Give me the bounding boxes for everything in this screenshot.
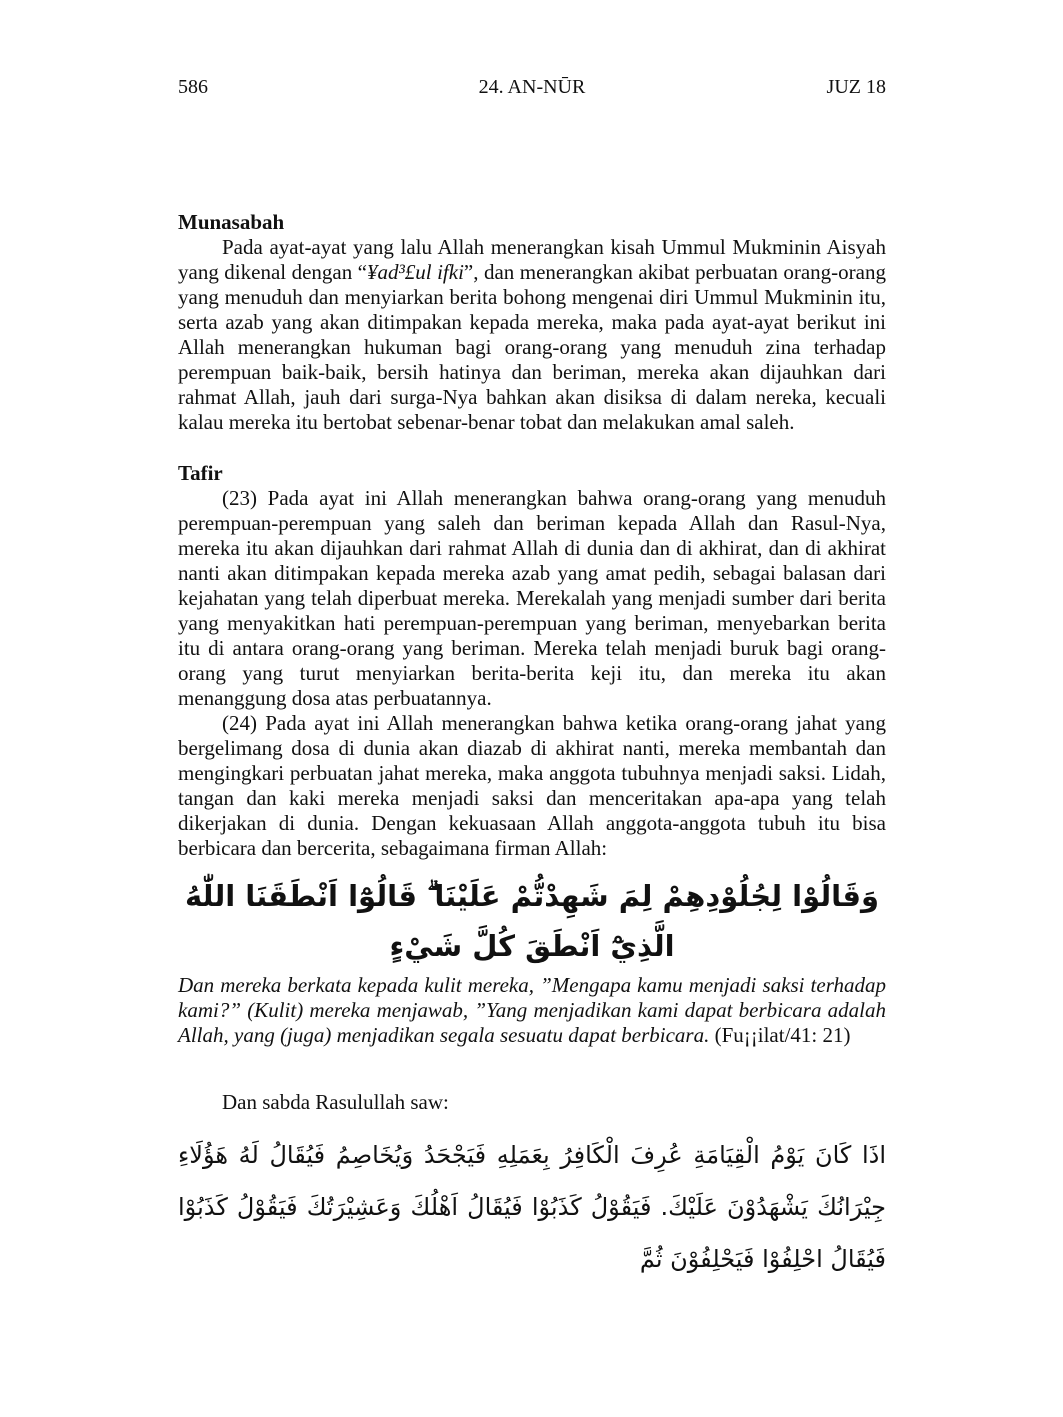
verse-reference: (Fu¡¡ilat/41: 21) [709,1023,851,1047]
juz-label: JUZ 18 [826,76,886,98]
munasabah-paragraph [178,235,886,435]
munasabah-heading: Munasabah [178,210,285,234]
hadith-arabic: اذَا كَانَ يَوْمُ الْقِيَامَةِ عُرِفَ الْكَافِرُ بِعَمَلِهِ فَيَجْحَدُ وَيُخَاصِمُ فَيُقَالُ لَهُ هَؤُلَاءِ جِيْرَانُكَ يَشْهَدُوْنَ عَلَيْكَ. فَيَقُوْلُ كَذَبُوْا فَيُقَالُ اَهْلُكَ وَعَشِيْرَتُكَ فَيَقُوْلُ كَذَبُوْا فَيُقَالُ احْلِفُوْا فَيَحْلِفُوْنَ ثُمَّ [178,1141,886,1273]
verse-translation [178,973,886,1048]
quran-verse-arabic: وَقَالُوْا لِجُلُوْدِهِمْ لِمَ شَهِدْتُّمْ عَلَيْنَا ۗ قَالُوْٓا اَنْطَقَنَا اللّٰهُ الَّذِيْٓ اَنْطَقَ كُلَّ شَيْءٍ [184,879,880,963]
tafsir-paragraph-23: (23) Pada ayat ini Allah menerangkan bahwa orang-orang yang menuduh perempuan-perempuan yang saleh dan beriman kepada Allah dan Rasul-Nya, mereka itu akan dijauhkan dari rahmat Allah di dunia dan di akhirat, dan di akhirat nanti akan ditimpakan kepada mereka azab yang amat pedih, sebagai balasan dari kejahatan yang telah diperbuat mereka. Merekalah yang menjadi sumber dari berita yang menyakitkan hati perempuan-perempuan yang beriman, menyebarkan berita itu di antara orang-orang yang beriman. Mereka telah menjadi buruk bagi orang-orang yang turut menyiarkan berita-berita keji itu, dan mereka itu akan menanggung dosa atas perbuatannya. [178,486,886,710]
page-header [178,76,886,104]
tafsir-heading: Tafir [178,461,223,485]
hadith-intro: Dan sabda Rasulullah saw: [222,1090,449,1114]
verse-translation-text: Dan mereka berkata kepada kulit mereka, ”Mengapa kamu menjadi saksi terhadap kami?” (Kulit) mereka menjawab, ”Yang menjadikan kami dapat berbicara adalah Allah, yang (juga) menjadikan segala sesuatu dapat berbicara. [178,973,886,1047]
munasabah-text-before: Pada ayat-ayat yang lalu Allah menerangkan kisah Ummul Mukminin Aisyah yang dikenal dengan “ [178,235,886,284]
page-content [178,210,886,1285]
surah-title: 24. AN-NŪR [478,76,586,98]
tafsir-paragraph-24: (24) Pada ayat ini Allah menerangkan bahwa ketika orang-orang jahat yang bergelimang dosa di dunia akan diazab di akhirat nanti, mereka membantah dan mengingkari perbuatan jahat mereka, maka anggota tubuhnya menjadi saksi. Lidah, tangan dan kaki mereka menjadi saksi dan menceritakan apa-apa yang telah dikerjakan di dunia. Dengan kekuasaan Allah anggota-anggota tubuh itu bisa berbicara dan bercerita, sebagaimana firman Allah: [178,711,886,860]
page-number: 586 [178,76,208,98]
munasabah-term: ¥ad³£ul ifki [367,260,464,284]
munasabah-text-after: ”, dan menerangkan akibat perbuatan orang-orang yang menuduh dan menyiarkan berita bohong mengenai diri Ummul Mukminin itu, serta azab yang akan ditimpakan kepada mereka, maka pada ayat-ayat berikut ini Allah menerangkan hukuman bagi orang-orang yang menuduh zina terhadap perempuan baik-baik, bersih hatinya dan beriman, mereka akan dijauhkan dari rahmat Allah, jauh dari surga-Nya bahkan akan disiksa di dalam nereka, kecuali kalau mereka itu bertobat sebenar-benar tobat dan melakukan amal saleh. [178,260,886,434]
